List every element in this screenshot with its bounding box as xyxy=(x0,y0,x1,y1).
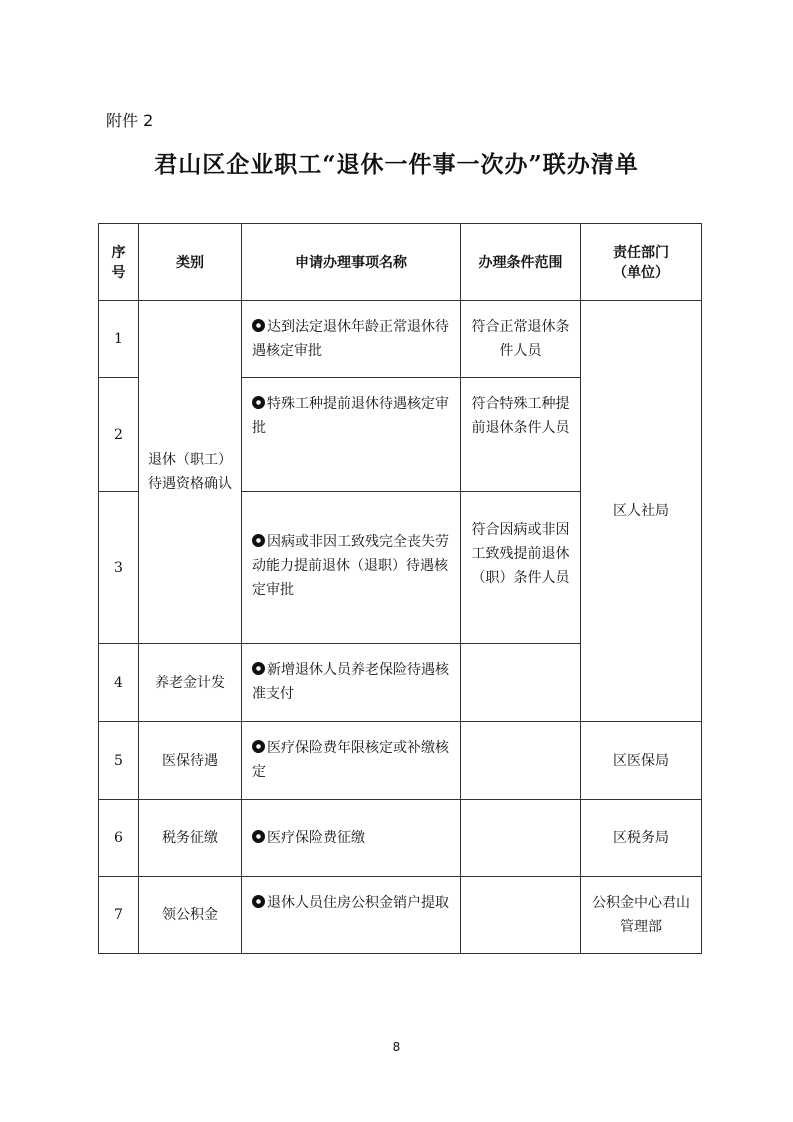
item-cell xyxy=(242,722,461,800)
item-cell xyxy=(242,644,461,722)
table-row xyxy=(99,800,702,877)
category-cell: 税务征缴 xyxy=(139,800,242,877)
category-cell: 医保待遇 xyxy=(139,722,242,800)
row-index: 7 xyxy=(99,877,139,954)
header-category: 类别 xyxy=(139,224,242,301)
item-cell xyxy=(242,877,461,954)
table-row xyxy=(99,722,702,800)
bullet-circle-icon xyxy=(252,830,265,843)
header-item: 申请办理事项名称 xyxy=(242,224,461,301)
category-merged-cell: 退休（职工）待遇资格确认 xyxy=(139,301,242,644)
row-index: 4 xyxy=(99,644,139,722)
condition-cell xyxy=(461,644,581,722)
page-number: 8 xyxy=(392,1040,401,1054)
item-text: 医疗保险费年限核定或补缴核定 xyxy=(252,740,449,780)
bullet-circle-icon xyxy=(252,662,265,675)
dept-cell: 公积金中心君山管理部 xyxy=(581,877,702,954)
bullet-circle-icon xyxy=(252,740,265,753)
header-index-line2: 号 xyxy=(111,265,126,281)
category-cell: 养老金计发 xyxy=(139,644,242,722)
row-index: 3 xyxy=(99,492,139,644)
category-cell: 领公积金 xyxy=(139,877,242,954)
item-text: 医疗保险费征缴 xyxy=(267,830,365,846)
row-index: 2 xyxy=(99,378,139,492)
item-text: 因病或非因工致残完全丧失劳动能力提前退休（退职）待遇核定审批 xyxy=(252,534,449,598)
condition-cell xyxy=(461,800,581,877)
item-text: 退休人员住房公积金销户提取 xyxy=(267,895,449,911)
item-cell xyxy=(242,492,461,644)
item-text: 特殊工种提前退休待遇核定审批 xyxy=(252,396,449,436)
item-cell xyxy=(242,378,461,492)
bullet-circle-icon xyxy=(252,396,265,409)
bullet-circle-icon xyxy=(252,895,265,908)
table-row xyxy=(99,877,702,954)
condition-cell: 符合因病或非因工致残提前退休（职）条件人员 xyxy=(461,492,581,644)
row-index: 6 xyxy=(99,800,139,877)
dept-cell: 区医保局 xyxy=(581,722,702,800)
item-cell xyxy=(242,301,461,378)
table-row xyxy=(99,301,702,378)
item-text: 达到法定退休年龄正常退休待遇核定审批 xyxy=(252,319,449,359)
header-dept xyxy=(581,224,702,301)
header-dept-line2: （单位） xyxy=(613,265,669,281)
condition-cell xyxy=(461,722,581,800)
condition-cell: 符合正常退休条件人员 xyxy=(461,301,581,378)
item-text: 新增退休人员养老保险待遇核准支付 xyxy=(252,662,449,702)
condition-cell: 符合特殊工种提前退休条件人员 xyxy=(461,378,581,492)
dept-merged-cell: 区人社局 xyxy=(581,301,702,722)
dept-cell: 区税务局 xyxy=(581,800,702,877)
row-index: 5 xyxy=(99,722,139,800)
header-dept-line1: 责任部门 xyxy=(613,245,669,261)
header-index-line1: 序 xyxy=(111,245,126,261)
bullet-circle-icon xyxy=(252,319,265,332)
bullet-circle-icon xyxy=(252,534,265,547)
joint-service-table xyxy=(98,223,702,954)
header-row xyxy=(99,224,702,301)
header-condition: 办理条件范围 xyxy=(461,224,581,301)
row-index: 1 xyxy=(99,301,139,378)
item-cell xyxy=(242,800,461,877)
attachment-label: 附件 2 xyxy=(106,111,154,130)
condition-cell xyxy=(461,877,581,954)
header-index xyxy=(99,224,139,301)
document-title: 君山区企业职工“退休一件事一次办”联办清单 xyxy=(154,151,639,178)
